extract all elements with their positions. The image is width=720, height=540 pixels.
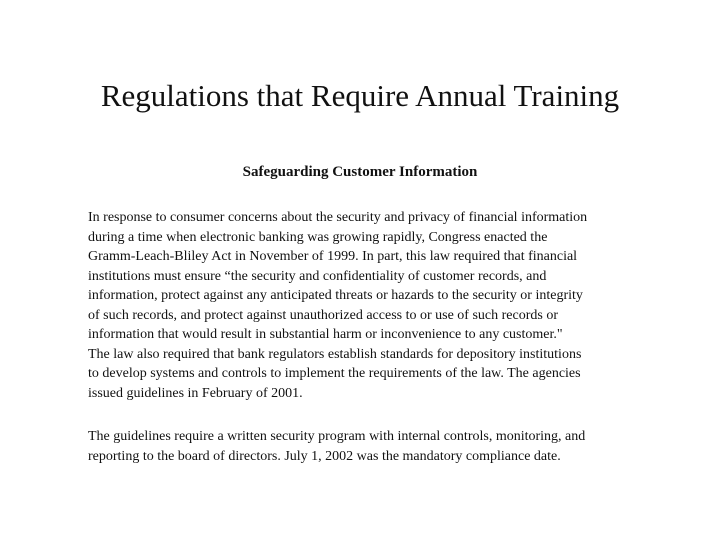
paragraph-line: The law also required that bank regulators establish standards for depository institutions (88, 346, 582, 362)
paragraph-line: In response to consumer concerns about the security and privacy of financial information (88, 210, 588, 225)
paragraph-line: during a time when electronic banking was growing rapidly, Congress enacted the (88, 229, 548, 245)
paragraph-line: The guidelines require a written security program with internal controls, monitoring, and (88, 429, 586, 444)
paragraph-line: issued guidelines in February of 2001. (88, 385, 303, 401)
paragraph-line: of such records, and protect against unauthorized access to or use of such records or (88, 307, 558, 323)
paragraph-line: to develop systems and controls to implement the requirements of the law. The agencies (88, 366, 581, 381)
body-paragraph-1 (88, 208, 668, 403)
paragraph-line: information, protect against any anticipated threats or hazards to the security or integrity (88, 288, 583, 303)
paragraph-line: institutions must ensure “the security and confidentiality of customer records, and (88, 268, 547, 284)
slide-title: Regulations that Require Annual Training (100, 78, 620, 113)
paragraph-line: Gramm-Leach-Bliley Act in November of 1999. In part, this law required that financial (88, 249, 578, 264)
paragraph-line: information that would result in substantial harm or inconvenience to any customer." (88, 327, 563, 342)
paragraph-line: reporting to the board of directors. July 1, 2002 was the mandatory compliance date. (88, 448, 561, 464)
section-heading: Safeguarding Customer Information (242, 164, 478, 180)
body-paragraph-2 (88, 427, 668, 466)
